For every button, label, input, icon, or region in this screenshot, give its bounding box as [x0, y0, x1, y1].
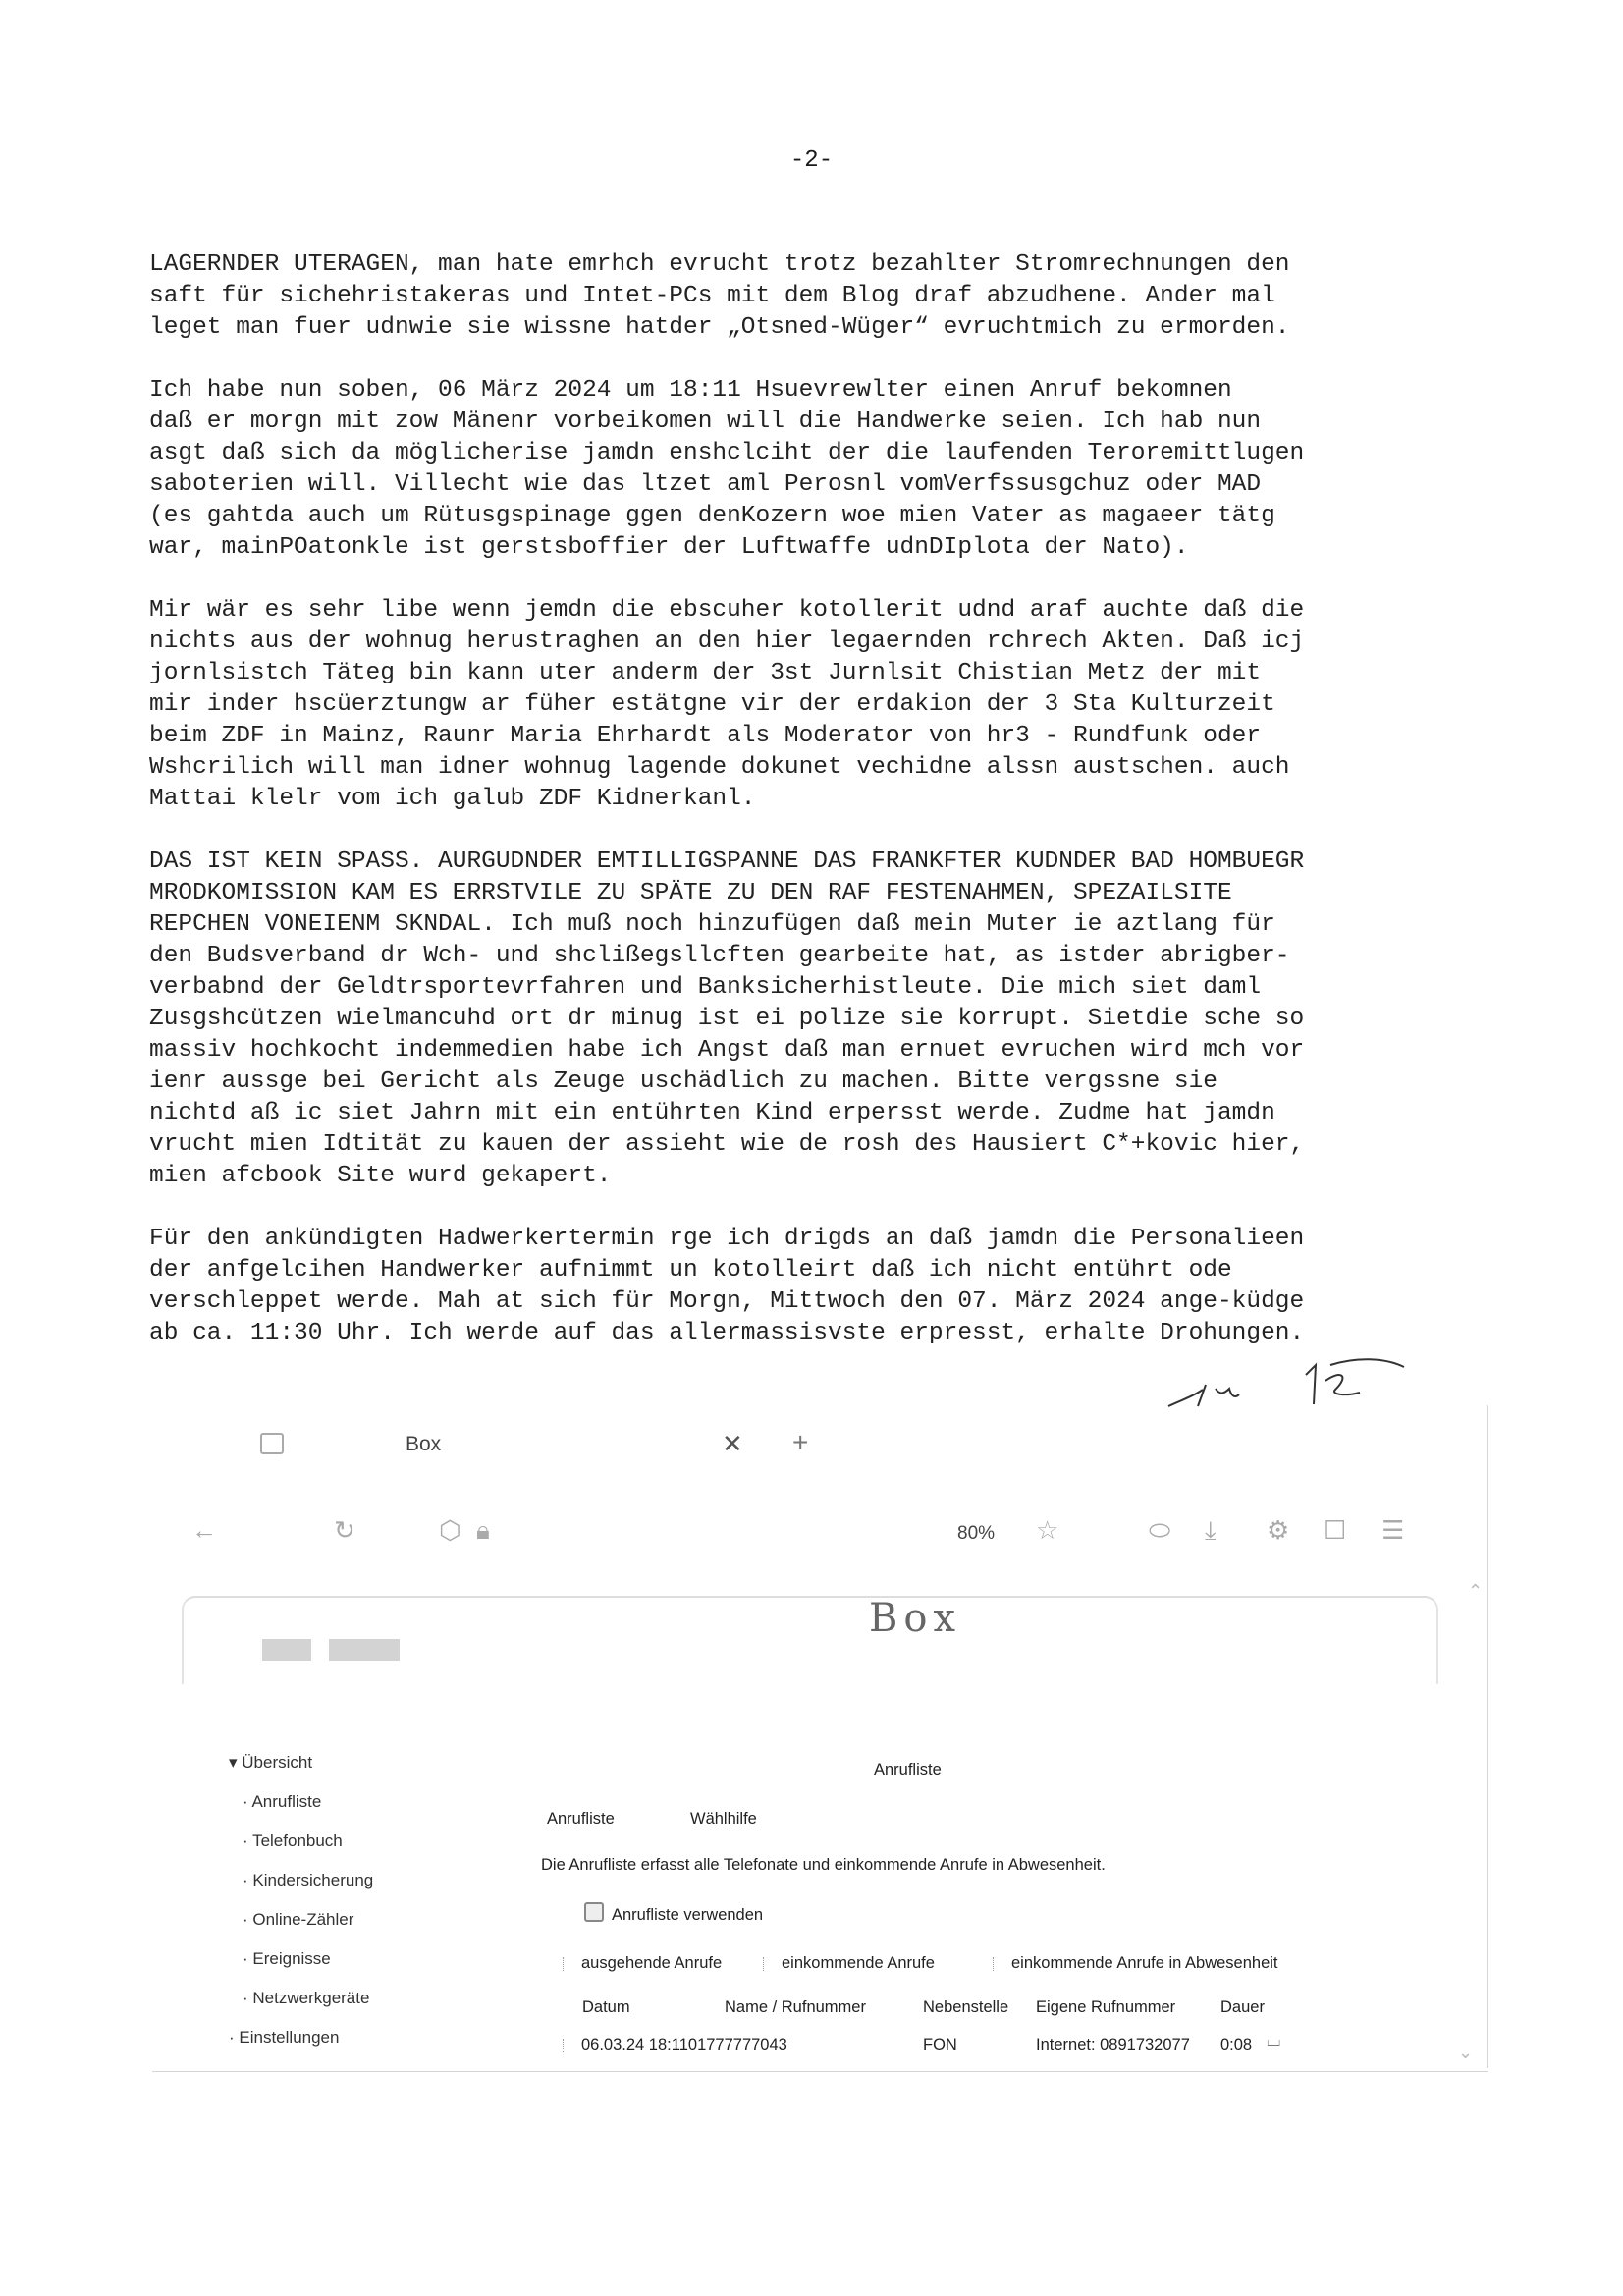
scroll-down-icon[interactable]: ⌄: [1458, 2043, 1474, 2062]
column-header-rufnummer[interactable]: Name / Rufnummer: [725, 1998, 866, 2016]
column-header-dauer[interactable]: Dauer: [1220, 1998, 1265, 2016]
shield-icon[interactable]: ⬡: [439, 1515, 461, 1545]
letter-paragraph: [149, 847, 1485, 1192]
text-line: mien afcbook Site wurd gekapert.: [149, 1163, 612, 1189]
lock-icon: 🔒︎: [476, 1515, 490, 1545]
screenshot-border: [152, 2071, 1488, 2072]
text-line: verschleppet werde. Mah at sich für Morgn, Mittwoch den 07. März 2024 ange-küdge: [149, 1288, 1305, 1315]
text-line: Zusgshcützen wielmancuhd ort dr minug ist ei polize sie korrupt. Sietdie sche so: [149, 1006, 1305, 1032]
text-line: Wshcrilich will man idner wohnug lagende dokunet vechidne alssn austschen. auch: [149, 754, 1290, 781]
tab-anrufliste[interactable]: Anrufliste: [547, 1810, 615, 1828]
filter-missed-radio[interactable]: einkommende Anrufe in Abwesenheit: [993, 1954, 1278, 1973]
text-line: nichtd aß ic siet Jahrn mit ein entührten Kind erpersst werde. Zudme hat jamdn: [149, 1100, 1275, 1126]
text-line: Mir wär es sehr libe wenn jemdn die ebscuher kotollerit udnd araf auchte daß die: [149, 597, 1305, 624]
text-line: mir inder hscüerztungw ar füher estätgne vir der erdakion der 3 Sta Kulturzeit: [149, 691, 1275, 718]
back-icon[interactable]: ←: [191, 1515, 217, 1545]
page-title: Anrufliste: [874, 1761, 942, 1778]
sidebar-item-ereignisse[interactable]: · Ereignisse: [243, 1949, 331, 1968]
download-icon[interactable]: ⤓: [1205, 1515, 1217, 1545]
table-row[interactable]: [563, 2036, 787, 2054]
text-line: Mattai klelr vom ich galub ZDF Kidnerkanl.: [149, 786, 756, 812]
sidebar-item-kindersicherung[interactable]: · Kindersicherung: [243, 1871, 374, 1889]
text-line: daß er morgn mit zow Mänenr vorbeikomen will die Handwerke seien. Ich hab nun: [149, 409, 1262, 435]
filter-incoming-radio[interactable]: einkommende Anrufe: [763, 1954, 935, 1973]
text-line: LAGERNDER UTERAGEN, man hate emrhch evrucht trotz bezahlter Stromrechnungen den: [149, 251, 1290, 278]
text-line: Ich habe nun soben, 06 März 2024 um 18:11 Hsuevrewlter einen Anruf bekomnen: [149, 377, 1232, 404]
sidebar-item-einstellungen[interactable]: · Einstellungen: [229, 2028, 340, 2047]
tab-icon: [260, 1433, 284, 1454]
new-tab-icon[interactable]: +: [792, 1427, 809, 1457]
letter-paragraph: [149, 1224, 1485, 1349]
text-line: saft für sichehristakeras und Intet-PCs mit dem Blog draf abzudhene. Ander mal: [149, 283, 1275, 309]
pocket-icon[interactable]: ⬭: [1149, 1515, 1171, 1545]
text-line: massiv hochkocht indemmedien habe ich Angst daß man ernuet evruchen wird mch vor: [149, 1037, 1305, 1064]
letter-paragraph: [149, 595, 1485, 815]
filter-outgoing-radio[interactable]: ausgehende Anrufe: [563, 1954, 722, 1973]
browser-screenshot: [152, 1399, 1488, 2072]
text-line: beim ZDF in Mainz, Raunr Maria Ehrhardt als Moderator von hr3 - Rundfunk oder: [149, 723, 1262, 749]
router-header: [182, 1596, 1438, 1684]
tab-title[interactable]: Box: [406, 1433, 442, 1455]
text-line: MRODKOMISSION KAM ES ERRSTVILE ZU SPÄTE ZU DEN RAF FESTENAHMEN, SPEZAILSITE: [149, 880, 1232, 906]
call-eigene-rufnummer: Internet: 0891732077: [1036, 2036, 1190, 2053]
header-logo-block: [262, 1639, 311, 1661]
text-line: verbabnd der Geldtrsportevrfahren und Banksicherhistleute. Die mich siet daml: [149, 974, 1262, 1001]
text-line: ab ca. 11:30 Uhr. Ich werde auf das allermassisvste erpresst, erhalte Drohungen.: [149, 1320, 1305, 1346]
account-icon[interactable]: ☐: [1324, 1515, 1347, 1545]
letter-paragraph: [149, 249, 1485, 344]
brand-logo: Box: [869, 1596, 962, 1641]
menu-icon[interactable]: ☰: [1381, 1515, 1405, 1545]
sidebar-item-uebersicht[interactable]: ▾ Übersicht: [229, 1753, 313, 1772]
screenshot-border: [1487, 1405, 1488, 2068]
column-header-eigene-rufnummer[interactable]: Eigene Rufnummer: [1036, 1998, 1176, 2016]
text-line: vrucht mien Idtität zu kauen der assieht wie de rosh des Hausiert C*+kovic hier,: [149, 1131, 1305, 1158]
text-line: saboterien will. Villecht wie das ltzet aml Perosnl vomVerfssusgchuz oder MAD: [149, 471, 1262, 498]
column-header-datum[interactable]: Datum: [582, 1998, 630, 2016]
text-line: nichts aus der wohnug herustraghen an den hier legaernden rchrech Akten. Daß icj: [149, 629, 1305, 655]
phonebook-icon[interactable]: ⌴: [1267, 2030, 1281, 2050]
call-nebenstelle: FON: [923, 2036, 957, 2053]
sidebar-item-online-zaehler[interactable]: · Online-Zähler: [243, 1910, 354, 1929]
use-call-list-checkbox[interactable]: Anrufliste verwenden: [584, 1902, 763, 1925]
text-line: REPCHEN VONEIENM SKNDAL. Ich muß noch hinzufügen daß mein Muter ie aztlang für: [149, 911, 1275, 938]
zoom-level[interactable]: 80%: [957, 1523, 996, 1544]
sidebar-item-telefonbuch[interactable]: · Telefonbuch: [243, 1831, 343, 1850]
text-line: asgt daß sich da möglicherise jamdn enshclciht der die laufenden Teroremittlugen: [149, 440, 1305, 466]
scroll-up-icon[interactable]: ⌃: [1468, 1581, 1484, 1601]
text-line: der anfgelcihen Handwerker aufnimmt un kotolleirt daß ich nicht entührt ode: [149, 1257, 1232, 1284]
text-line: leget man fuer udnwie sie wissne hatder „Otsned-Wüger“ evruchtmich zu ermorden.: [149, 314, 1290, 341]
close-tab-icon[interactable]: ✕: [722, 1429, 743, 1458]
extension-icon[interactable]: ⚙: [1267, 1515, 1290, 1545]
text-line: Für den ankündigten Hadwerkertermin rge ich drigds an daß jamdn die Personalieen: [149, 1226, 1305, 1252]
letter-body: [149, 249, 1485, 1381]
text-line: jornlsistch Täteg bin kann uter anderm der 3st Jurnlsit Chistian Metz der mit: [149, 660, 1262, 686]
text-line: (es gahtda auch um Rütusgspinage ggen denKozern woe mien Vater as magaeer tätg: [149, 503, 1275, 529]
text-line: den Budsverband dr Wch- und shclißegsllcften gearbeite hat, as istder abrigber-: [149, 943, 1290, 969]
bookmark-star-icon[interactable]: ☆: [1036, 1515, 1059, 1545]
sidebar-item-anrufliste[interactable]: · Anrufliste: [243, 1792, 322, 1811]
description-text: Die Anrufliste erfasst alle Telefonate und einkommende Anrufe in Abwesenheit.: [541, 1856, 1106, 1874]
text-line: war, mainPOatonkle ist gerstsboffier der Luftwaffe udnDIplota der Nato).: [149, 534, 1189, 561]
header-logo-block: [329, 1639, 400, 1661]
call-datum: 06.03.24 18:11: [581, 2036, 688, 2053]
text-line: ienr aussge bei Gericht als Zeuge uschädlich zu machen. Bitte vergssne sie: [149, 1068, 1217, 1095]
column-header-nebenstelle[interactable]: Nebenstelle: [923, 1998, 1009, 2016]
call-rufnummer: 01777777043: [687, 2036, 787, 2053]
tab-waehlhilfe[interactable]: Wählhilfe: [690, 1810, 757, 1828]
reload-icon[interactable]: ↻: [334, 1515, 355, 1545]
page-number: -2-: [789, 147, 834, 174]
letter-paragraph: [149, 375, 1485, 564]
sidebar-item-netzwerkgeraete[interactable]: · Netzwerkgeräte: [243, 1989, 370, 2007]
call-dauer: 0:08: [1220, 2036, 1253, 2053]
text-line: DAS IST KEIN SPASS. AURGUDNDER EMTILLIGSPANNE DAS FRANKFTER KUDNDER BAD HOMBUEGR: [149, 848, 1305, 875]
